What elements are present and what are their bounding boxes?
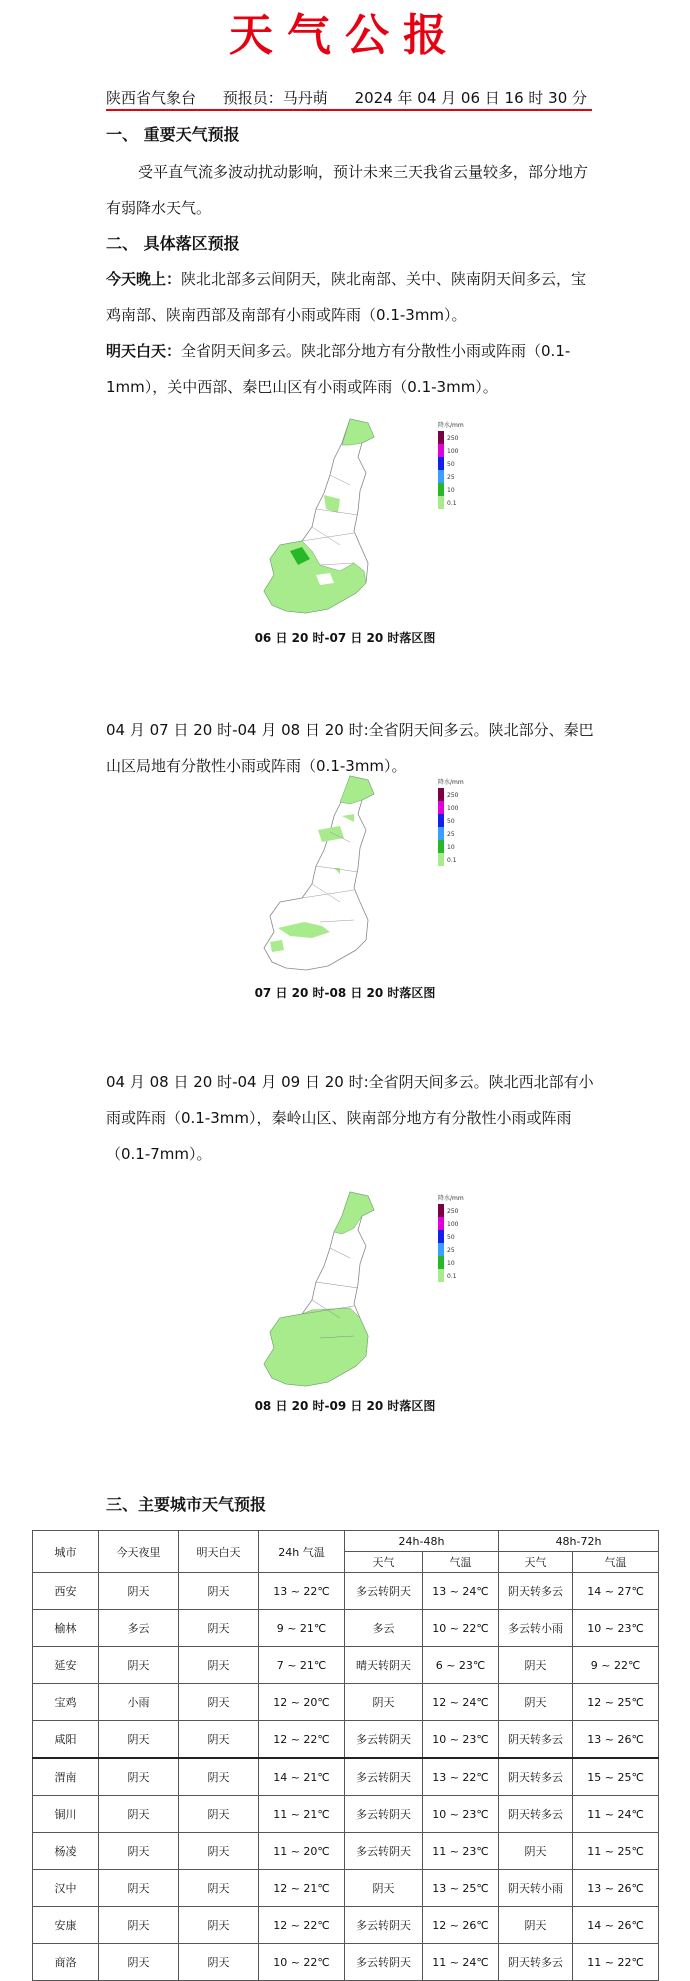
cell-tomorrow: 阴天 bbox=[179, 1758, 259, 1796]
cell-temp48: 12 ~ 24℃ bbox=[423, 1684, 499, 1721]
table-row bbox=[33, 1610, 659, 1647]
legend-3 bbox=[438, 1194, 464, 1282]
cell-temp48: 13 ~ 25℃ bbox=[423, 1870, 499, 1907]
legend-level-label: 100 bbox=[447, 805, 459, 812]
cell-weather72: 阴天 bbox=[499, 1684, 573, 1721]
header-temp-72: 气温 bbox=[573, 1552, 659, 1573]
map1-caption: 06 日 20 时-07 日 20 时落区图 bbox=[254, 631, 436, 645]
legend-level-label: 0.1 bbox=[447, 500, 457, 507]
cell-temp24: 9 ~ 21℃ bbox=[259, 1610, 345, 1647]
legend-level-label: 10 bbox=[447, 844, 455, 851]
cell-temp72: 12 ~ 25℃ bbox=[573, 1684, 659, 1721]
cell-tonight: 阴天 bbox=[99, 1647, 179, 1684]
cell-temp24: 12 ~ 22℃ bbox=[259, 1907, 345, 1944]
table-row bbox=[33, 1907, 659, 1944]
period3-forecast bbox=[106, 1064, 594, 1172]
city-forecast-table bbox=[32, 1530, 659, 1981]
cell-temp72: 15 ~ 25℃ bbox=[573, 1758, 659, 1796]
section1-text: 受平直气流多波动扰动影响，预计未来三天我省云量较多，部分地方有弱降水天气。 bbox=[106, 163, 589, 217]
legend-level-label: 250 bbox=[447, 792, 459, 799]
cell-city: 延安 bbox=[33, 1647, 99, 1684]
section2-heading: 二、 具体落区预报 bbox=[106, 234, 240, 253]
legend-swatch bbox=[438, 1230, 444, 1243]
table-row bbox=[33, 1870, 659, 1907]
legend-level-label: 25 bbox=[447, 1247, 455, 1254]
cell-tonight: 阴天 bbox=[99, 1944, 179, 1981]
header-city: 城市 bbox=[33, 1531, 99, 1573]
precip-map-2 bbox=[250, 772, 490, 977]
cell-weather48: 多云 bbox=[345, 1610, 423, 1647]
cell-tomorrow: 阴天 bbox=[179, 1870, 259, 1907]
cell-weather48: 多云转阴天 bbox=[345, 1758, 423, 1796]
cell-city: 商洛 bbox=[33, 1944, 99, 1981]
table-row bbox=[33, 1647, 659, 1684]
tonight-text: 陕北北部多云间阴天，陕北南部、关中、陕南阴天间多云，宝鸡南部、陕南西部及南部有小雨或阵雨（0.1-3mm）。 bbox=[106, 270, 587, 324]
period3-text: 全省阴天间多云。陕北西北部有小雨或阵雨（0.1-3mm），秦岭山区、陕南部分地方有分散性小雨或阵雨（0.1-7mm）。 bbox=[106, 1073, 594, 1163]
cell-weather48: 多云转阴天 bbox=[345, 1944, 423, 1981]
legend-title-1: 降水/mm bbox=[438, 422, 464, 429]
cell-tonight: 阴天 bbox=[99, 1833, 179, 1870]
legend-swatch bbox=[438, 1256, 444, 1269]
cell-city: 杨凌 bbox=[33, 1833, 99, 1870]
table-row bbox=[33, 1833, 659, 1870]
legend-swatch bbox=[438, 840, 444, 853]
cell-temp24: 12 ~ 22℃ bbox=[259, 1721, 345, 1759]
cell-temp24: 12 ~ 21℃ bbox=[259, 1870, 345, 1907]
legend-swatch bbox=[438, 788, 444, 801]
section3-heading: 三、主要城市天气预报 bbox=[106, 1495, 267, 1514]
cell-temp48: 10 ~ 23℃ bbox=[423, 1796, 499, 1833]
cell-weather48: 晴天转阴天 bbox=[345, 1647, 423, 1684]
legend-level-label: 100 bbox=[447, 448, 459, 455]
cell-weather72: 阴天转多云 bbox=[499, 1721, 573, 1759]
header-tonight: 今天夜里 bbox=[99, 1531, 179, 1573]
cell-tomorrow: 阴天 bbox=[179, 1944, 259, 1981]
cell-temp48: 13 ~ 24℃ bbox=[423, 1573, 499, 1610]
cell-tonight: 阴天 bbox=[99, 1796, 179, 1833]
cell-tonight: 阴天 bbox=[99, 1758, 179, 1796]
cell-temp48: 6 ~ 23℃ bbox=[423, 1647, 499, 1684]
legend-level-label: 10 bbox=[447, 1260, 455, 1267]
cell-weather72: 阴天 bbox=[499, 1907, 573, 1944]
cell-tomorrow: 阴天 bbox=[179, 1796, 259, 1833]
legend-swatch bbox=[438, 1269, 444, 1282]
table-row bbox=[33, 1944, 659, 1981]
cell-temp72: 13 ~ 26℃ bbox=[573, 1721, 659, 1759]
cell-city: 铜川 bbox=[33, 1796, 99, 1833]
cell-temp72: 11 ~ 25℃ bbox=[573, 1833, 659, 1870]
legend-swatch bbox=[438, 1204, 444, 1217]
cell-city: 安康 bbox=[33, 1907, 99, 1944]
precip-map-1 bbox=[250, 415, 490, 620]
legend-title-3: 降水/mm bbox=[438, 1195, 464, 1202]
table-row bbox=[33, 1721, 659, 1759]
legend-level-label: 50 bbox=[447, 461, 455, 468]
legend-level-label: 0.1 bbox=[447, 857, 457, 864]
legend-level-label: 250 bbox=[447, 435, 459, 442]
cell-temp24: 10 ~ 22℃ bbox=[259, 1944, 345, 1981]
cell-temp48: 10 ~ 22℃ bbox=[423, 1610, 499, 1647]
legend-swatch bbox=[438, 853, 444, 866]
cell-tomorrow: 阴天 bbox=[179, 1833, 259, 1870]
table-row bbox=[33, 1573, 659, 1610]
cell-temp72: 13 ~ 26℃ bbox=[573, 1870, 659, 1907]
precip-map-3 bbox=[250, 1188, 490, 1393]
period2-label: 04 月 07 日 20 时-04 月 08 日 20 时: bbox=[106, 721, 369, 739]
table-row bbox=[33, 1796, 659, 1833]
cell-weather48: 多云转阴天 bbox=[345, 1833, 423, 1870]
map3-caption: 08 日 20 时-09 日 20 时落区图 bbox=[254, 1399, 436, 1413]
cell-tomorrow: 阴天 bbox=[179, 1573, 259, 1610]
legend-level-label: 50 bbox=[447, 1234, 455, 1241]
cell-weather72: 阴天 bbox=[499, 1647, 573, 1684]
cell-temp72: 11 ~ 22℃ bbox=[573, 1944, 659, 1981]
cell-temp48: 11 ~ 24℃ bbox=[423, 1944, 499, 1981]
legend-level-label: 100 bbox=[447, 1221, 459, 1228]
period3-label: 04 月 08 日 20 时-04 月 09 日 20 时: bbox=[106, 1073, 369, 1091]
legend-level-label: 250 bbox=[447, 1208, 459, 1215]
bulletin-meta bbox=[106, 87, 592, 111]
cell-temp72: 11 ~ 24℃ bbox=[573, 1796, 659, 1833]
header-48-72: 48h-72h bbox=[499, 1531, 659, 1552]
cell-tonight: 多云 bbox=[99, 1610, 179, 1647]
legend-level-label: 10 bbox=[447, 487, 455, 494]
header-weather-72: 天气 bbox=[499, 1552, 573, 1573]
cell-tonight: 阴天 bbox=[99, 1907, 179, 1944]
tonight-forecast bbox=[106, 261, 594, 333]
cell-weather72: 多云转小雨 bbox=[499, 1610, 573, 1647]
legend-swatch bbox=[438, 496, 444, 509]
legend-swatch bbox=[438, 444, 444, 457]
tonight-label: 今天晚上： bbox=[106, 270, 182, 288]
cell-temp48: 10 ~ 23℃ bbox=[423, 1721, 499, 1759]
tomorrow-label: 明天白天： bbox=[106, 342, 182, 360]
cell-weather72: 阴天 bbox=[499, 1833, 573, 1870]
legend-swatch bbox=[438, 801, 444, 814]
cell-city: 榆林 bbox=[33, 1610, 99, 1647]
cell-tonight: 阴天 bbox=[99, 1870, 179, 1907]
cell-city: 汉中 bbox=[33, 1870, 99, 1907]
legend-2 bbox=[438, 778, 464, 866]
period2-text: 全省阴天间多云。陕北部分、秦巴山区局地有分散性小雨或阵雨（0.1-3mm）。 bbox=[106, 721, 594, 775]
issue-datetime: 2024 年 04 月 06 日 16 时 30 分 bbox=[354, 89, 588, 107]
table-row bbox=[33, 1758, 659, 1796]
table-row bbox=[33, 1684, 659, 1721]
cell-weather48: 多云转阴天 bbox=[345, 1721, 423, 1759]
cell-temp72: 10 ~ 23℃ bbox=[573, 1610, 659, 1647]
header-24-48: 24h-48h bbox=[345, 1531, 499, 1552]
legend-level-label: 50 bbox=[447, 818, 455, 825]
cell-temp72: 14 ~ 26℃ bbox=[573, 1907, 659, 1944]
cell-weather48: 多云转阴天 bbox=[345, 1796, 423, 1833]
cell-weather72: 阴天转多云 bbox=[499, 1944, 573, 1981]
cell-temp48: 11 ~ 23℃ bbox=[423, 1833, 499, 1870]
cell-weather48: 多云转阴天 bbox=[345, 1907, 423, 1944]
header-temp-48: 气温 bbox=[423, 1552, 499, 1573]
legend-swatch bbox=[438, 1243, 444, 1256]
reporter-name: 预报员：马丹萌 bbox=[222, 89, 328, 107]
cell-tomorrow: 阴天 bbox=[179, 1721, 259, 1759]
cell-tomorrow: 阴天 bbox=[179, 1647, 259, 1684]
tomorrow-text: 全省阴天间多云。陕北部分地方有分散性小雨或阵雨（0.1-1mm），关中西部、秦巴山区有小雨或阵雨（0.1-3mm）。 bbox=[106, 342, 571, 396]
legend-swatch bbox=[438, 814, 444, 827]
cell-weather72: 阴天转多云 bbox=[499, 1573, 573, 1610]
legend-level-label: 25 bbox=[447, 831, 455, 838]
header-temp24: 24h 气温 bbox=[259, 1531, 345, 1573]
cell-city: 咸阳 bbox=[33, 1721, 99, 1759]
cell-temp24: 12 ~ 20℃ bbox=[259, 1684, 345, 1721]
header-tomorrow: 明天白天 bbox=[179, 1531, 259, 1573]
cell-tomorrow: 阴天 bbox=[179, 1610, 259, 1647]
cell-tomorrow: 阴天 bbox=[179, 1684, 259, 1721]
cell-weather72: 阴天转多云 bbox=[499, 1758, 573, 1796]
tomorrow-forecast bbox=[106, 333, 594, 405]
map2-caption: 07 日 20 时-08 日 20 时落区图 bbox=[254, 986, 436, 1000]
cell-temp24: 11 ~ 20℃ bbox=[259, 1833, 345, 1870]
legend-level-label: 0.1 bbox=[447, 1273, 457, 1280]
cell-city: 渭南 bbox=[33, 1758, 99, 1796]
cell-weather48: 阴天 bbox=[345, 1684, 423, 1721]
legend-swatch bbox=[438, 470, 444, 483]
cell-temp72: 14 ~ 27℃ bbox=[573, 1573, 659, 1610]
cell-weather72: 阴天转多云 bbox=[499, 1796, 573, 1833]
cell-tomorrow: 阴天 bbox=[179, 1907, 259, 1944]
agency-name: 陕西省气象台 bbox=[106, 89, 197, 107]
legend-level-label: 25 bbox=[447, 474, 455, 481]
legend-title-2: 降水/mm bbox=[438, 779, 464, 786]
cell-temp24: 13 ~ 22℃ bbox=[259, 1573, 345, 1610]
legend-swatch bbox=[438, 827, 444, 840]
legend-swatch bbox=[438, 457, 444, 470]
legend-1 bbox=[438, 421, 464, 509]
cell-temp72: 9 ~ 22℃ bbox=[573, 1647, 659, 1684]
legend-swatch bbox=[438, 1217, 444, 1230]
cell-city: 西安 bbox=[33, 1573, 99, 1610]
cell-temp24: 7 ~ 21℃ bbox=[259, 1647, 345, 1684]
cell-tonight: 小雨 bbox=[99, 1684, 179, 1721]
cell-temp24: 14 ~ 21℃ bbox=[259, 1758, 345, 1796]
header-weather-48: 天气 bbox=[345, 1552, 423, 1573]
cell-temp48: 12 ~ 26℃ bbox=[423, 1907, 499, 1944]
cell-temp48: 13 ~ 22℃ bbox=[423, 1758, 499, 1796]
cell-weather48: 阴天 bbox=[345, 1870, 423, 1907]
cell-weather72: 阴天转小雨 bbox=[499, 1870, 573, 1907]
cell-weather48: 多云转阴天 bbox=[345, 1573, 423, 1610]
section1-heading: 一、 重要天气预报 bbox=[106, 125, 240, 144]
cell-temp24: 11 ~ 21℃ bbox=[259, 1796, 345, 1833]
cell-tonight: 阴天 bbox=[99, 1573, 179, 1610]
cell-city: 宝鸡 bbox=[33, 1684, 99, 1721]
legend-swatch bbox=[438, 431, 444, 444]
cell-tonight: 阴天 bbox=[99, 1721, 179, 1759]
legend-swatch bbox=[438, 483, 444, 496]
bulletin-title: 天气公报 bbox=[229, 10, 461, 61]
